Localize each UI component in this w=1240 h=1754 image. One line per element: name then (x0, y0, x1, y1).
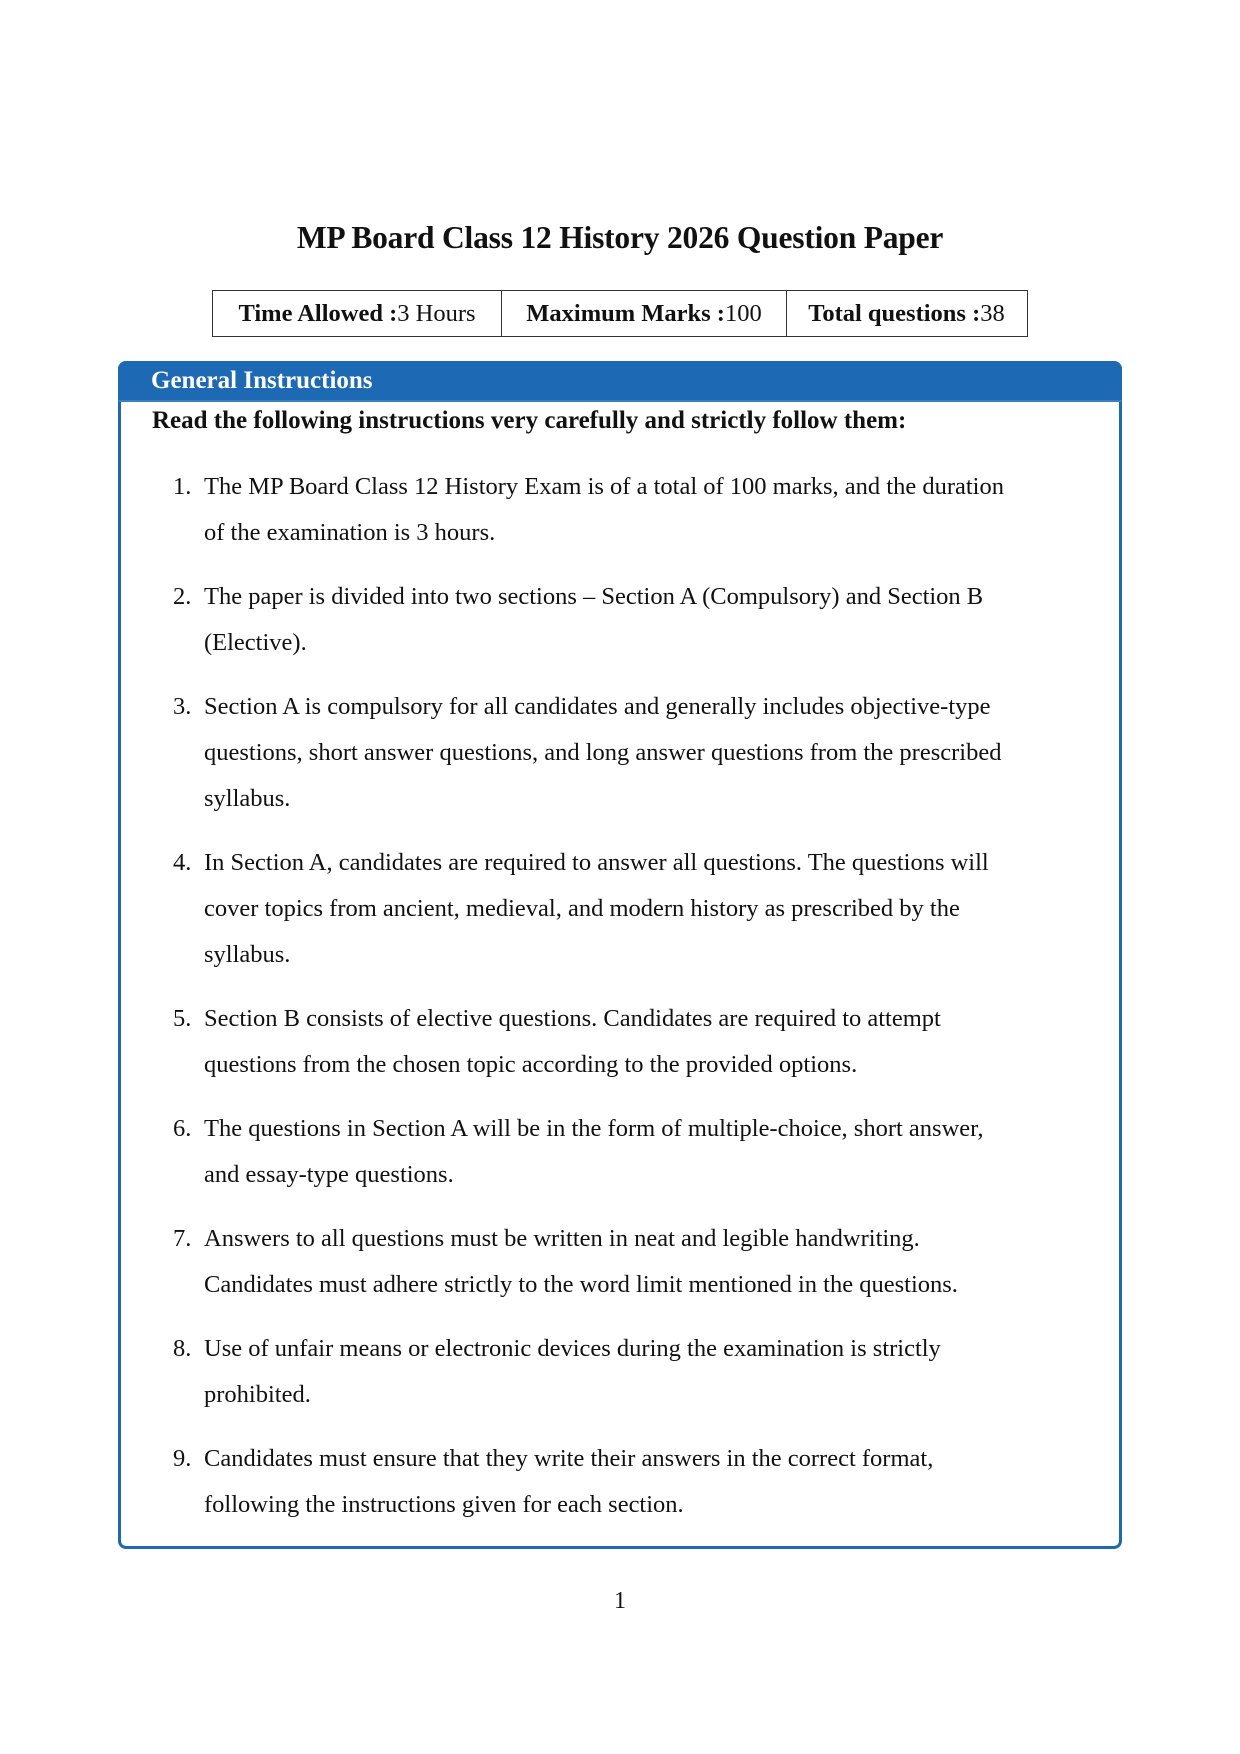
instruction-text: Use of unfair means or electronic devices during the examination is strictly (204, 1335, 941, 1362)
maximum-marks-value: 100 (724, 299, 762, 327)
instruction-number: 6. (173, 1115, 192, 1142)
general-instructions-box (118, 361, 1122, 1549)
instruction-text: syllabus. (204, 785, 291, 812)
instruction-item (173, 464, 1103, 556)
instruction-text: (Elective). (204, 629, 307, 656)
instruction-number: 7. (173, 1225, 192, 1252)
page-number: 1 (614, 1588, 626, 1614)
instruction-number: 8. (173, 1335, 192, 1362)
general-instructions-header (118, 361, 1122, 402)
maximum-marks-label: Maximum Marks : (526, 299, 725, 327)
exam-info-table (212, 290, 1028, 337)
time-allowed-value: 3 Hours (397, 299, 476, 327)
time-allowed-cell (213, 291, 501, 336)
instruction-text: In Section A, candidates are required to answer all questions. The questions will (204, 849, 989, 876)
instruction-text: cover topics from ancient, medieval, and modern history as prescribed by the (204, 895, 960, 922)
instruction-number: 1. (173, 473, 192, 500)
instruction-text: of the examination is 3 hours. (204, 519, 496, 546)
instruction-text: Section B consists of elective questions. Candidates are required to attempt (204, 1005, 941, 1032)
instruction-item (173, 684, 1103, 822)
maximum-marks-cell (501, 291, 786, 336)
instruction-number: 3. (173, 693, 192, 720)
instruction-text: Section A is compulsory for all candidates and generally includes objective-type (204, 693, 991, 720)
instruction-number: 9. (173, 1445, 192, 1472)
instructions-lead: Read the following instructions very carefully and strictly follow them: (152, 407, 907, 434)
instruction-text: The MP Board Class 12 History Exam is of a total of 100 marks, and the duration (204, 473, 1004, 500)
instruction-item (173, 1216, 1103, 1308)
instructions-list (173, 464, 1103, 1546)
instruction-text: Candidates must adhere strictly to the word limit mentioned in the questions. (204, 1271, 958, 1298)
instruction-number: 4. (173, 849, 192, 876)
instruction-text: The questions in Section A will be in the form of multiple-choice, short answer, (204, 1115, 984, 1142)
total-questions-cell (786, 291, 1026, 336)
instruction-item (173, 1326, 1103, 1418)
instruction-text: following the instructions given for each section. (204, 1491, 684, 1518)
instruction-text: questions, short answer questions, and long answer questions from the prescribed (204, 739, 1002, 766)
instruction-item (173, 840, 1103, 978)
instruction-text: Answers to all questions must be written in neat and legible handwriting. (204, 1225, 920, 1252)
instruction-item (173, 1436, 1103, 1528)
instruction-item (173, 1106, 1103, 1198)
instruction-item (173, 996, 1103, 1088)
instruction-number: 5. (173, 1005, 192, 1032)
instruction-text: questions from the chosen topic according to the provided options. (204, 1051, 858, 1078)
instruction-text: syllabus. (204, 941, 291, 968)
instruction-number: 2. (173, 583, 192, 610)
total-questions-label: Total questions : (808, 299, 981, 327)
instruction-text: prohibited. (204, 1381, 311, 1408)
instruction-text: and essay-type questions. (204, 1161, 454, 1188)
instruction-text: Candidates must ensure that they write their answers in the correct format, (204, 1445, 934, 1472)
time-allowed-label: Time Allowed : (238, 299, 398, 327)
total-questions-value: 38 (980, 299, 1005, 327)
instruction-item (173, 574, 1103, 666)
page-title: MP Board Class 12 History 2026 Question Paper (296, 220, 944, 255)
general-instructions-heading: General Instructions (151, 367, 373, 394)
instruction-text: The paper is divided into two sections – Section A (Compulsory) and Section B (204, 583, 984, 610)
